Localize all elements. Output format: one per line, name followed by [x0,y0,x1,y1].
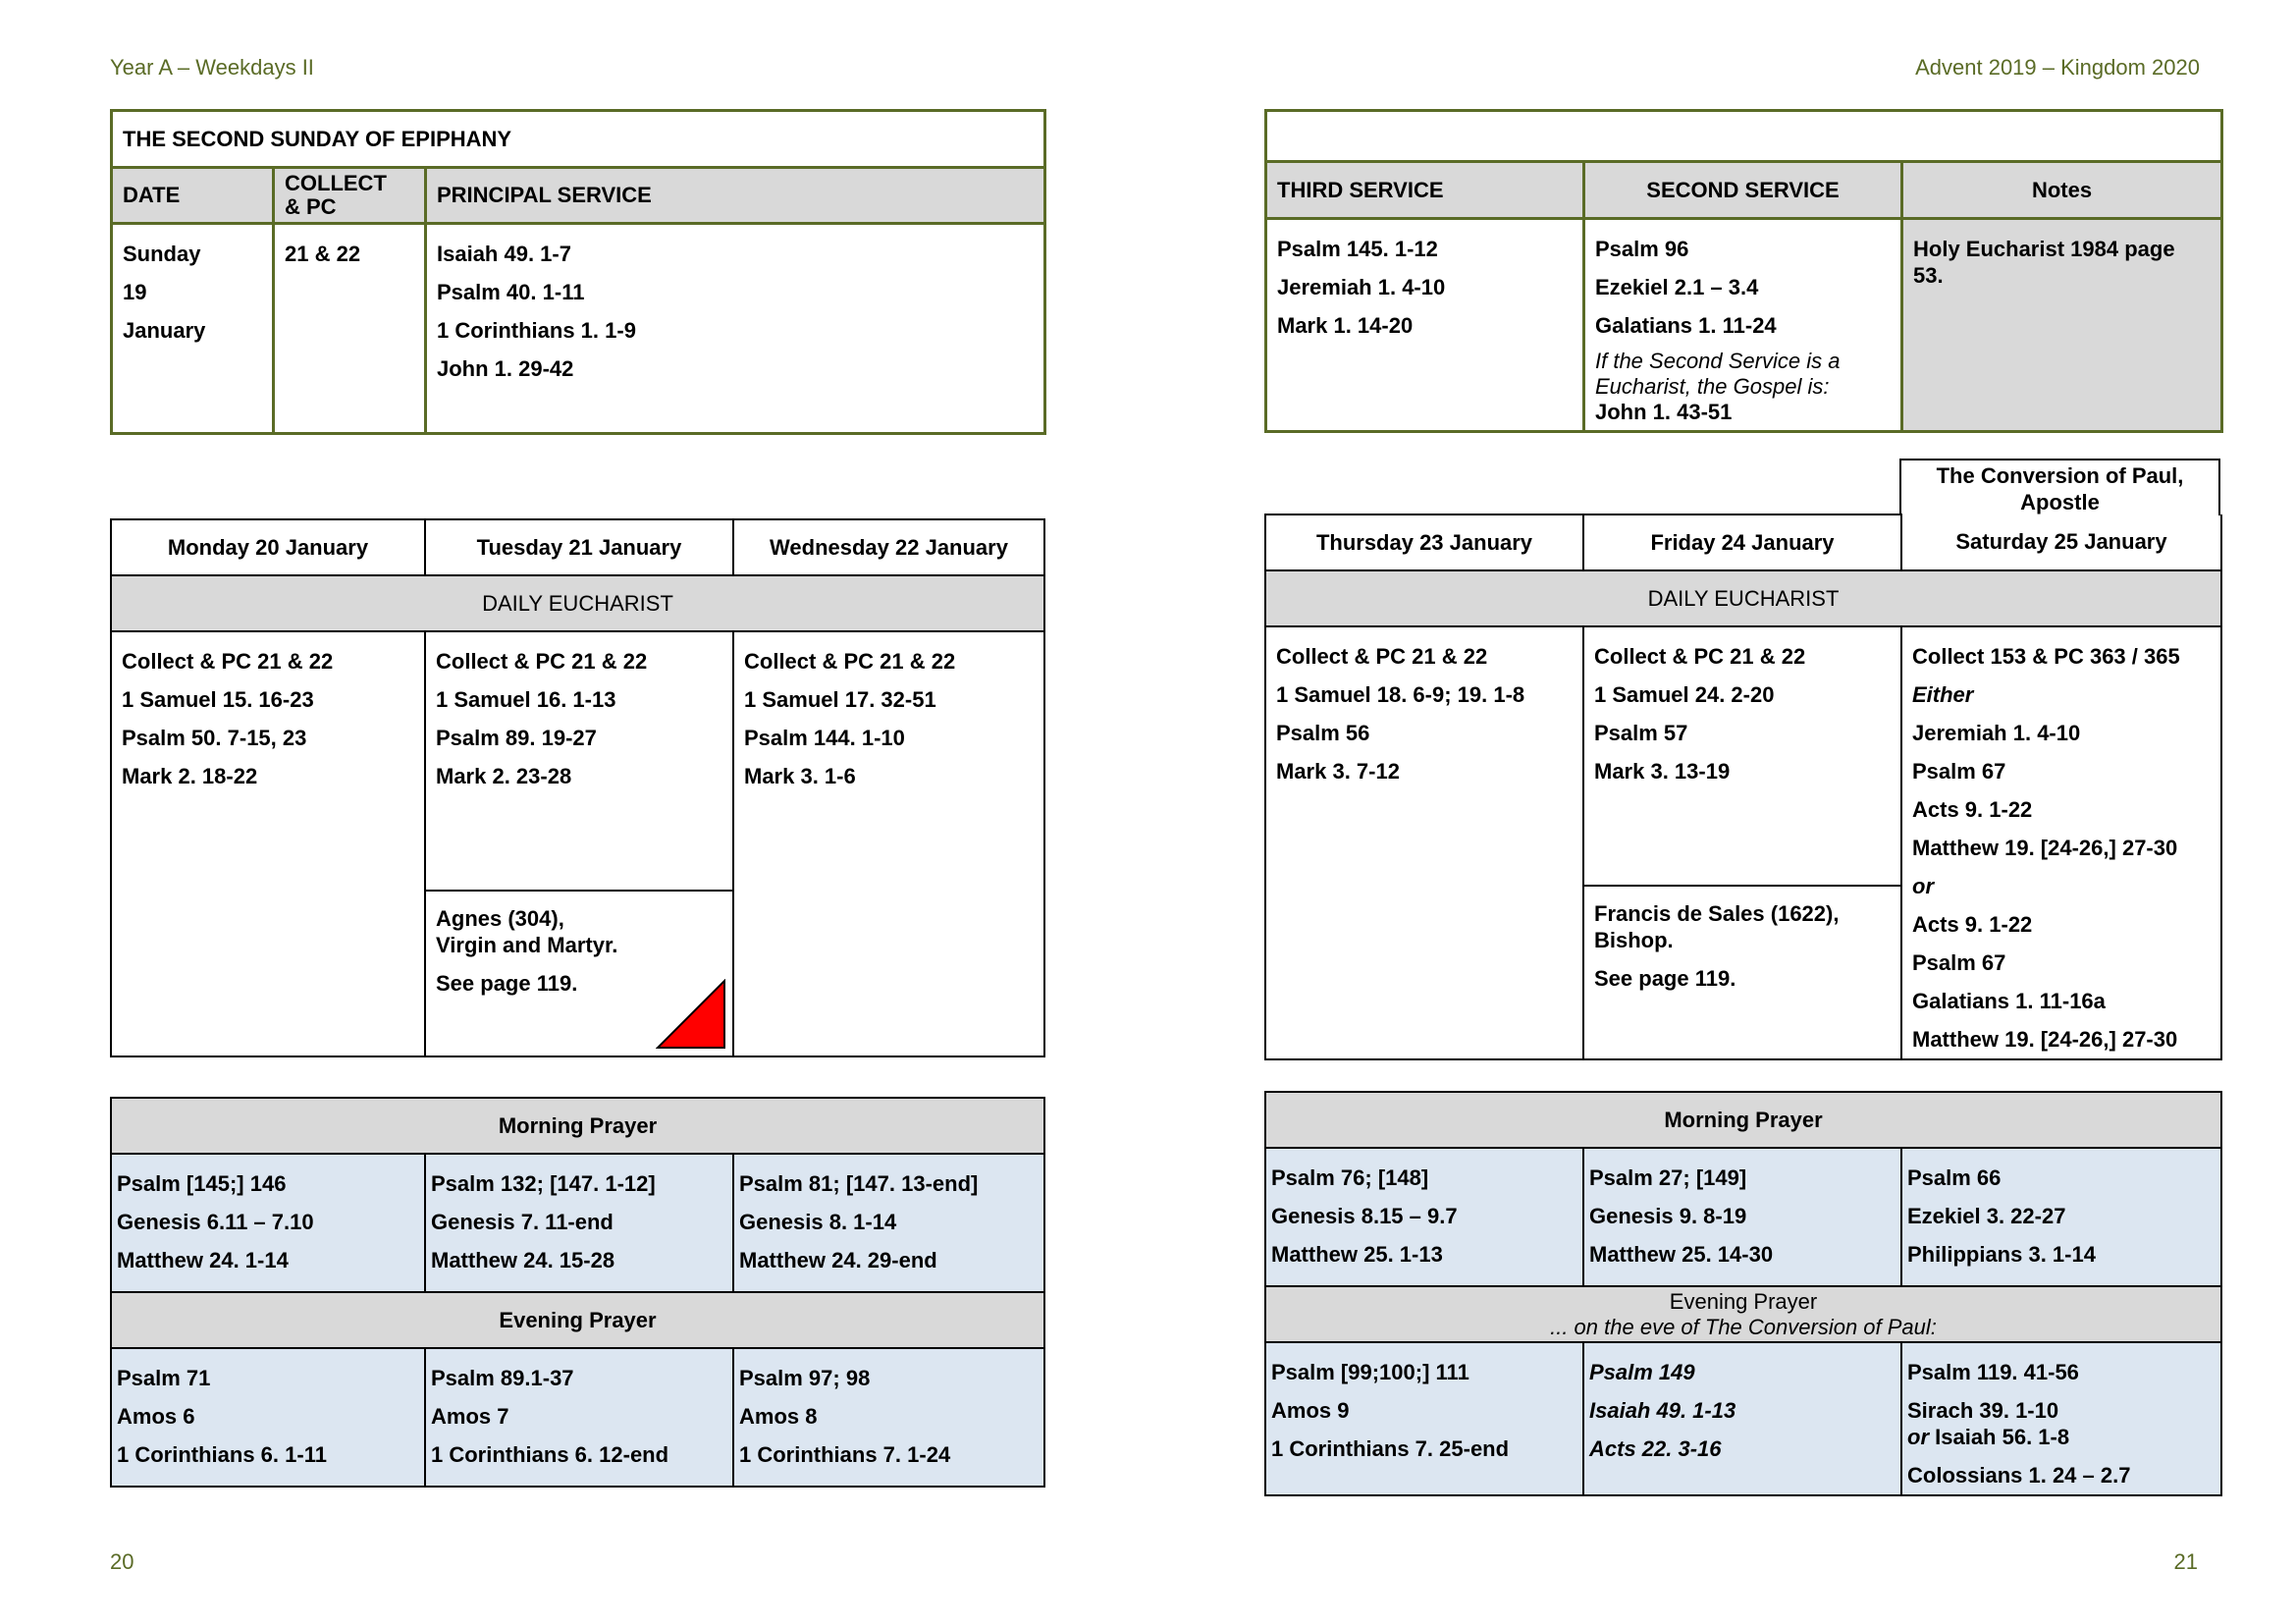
reading: Acts 22. 3-16 [1589,1436,1722,1461]
reading: 1 Samuel 24. 2-20 [1594,682,1775,707]
or-label: or [1912,874,1934,898]
reading: Amos 6 [117,1404,195,1429]
reading: Psalm 145. 1-12 [1277,237,1438,261]
col-principal: PRINCIPAL SERVICE [426,168,1045,224]
daily-eucharist-label: DAILY EUCHARIST [111,575,1044,631]
either-label: Either [1912,682,1974,707]
evening-prayer-label: Evening Prayer [1669,1288,1818,1314]
festival-name: The Conversion of Paul, [1936,463,2184,488]
reading: Matthew 24. 29-end [739,1248,937,1272]
office-cell [1583,1148,1901,1286]
eucharist-cell [425,631,733,1056]
reading: Mark 3. 7-12 [1276,759,1400,784]
reading: Collect & PC 21 & 22 [1594,644,1806,669]
running-header-left: Year A – Weekdays II [110,55,314,80]
reading: Psalm 71 [117,1366,211,1390]
col-second: SECOND SERVICE [1584,162,1902,219]
office-cell [425,1154,733,1292]
page-number-right: 21 [2173,1549,2198,1574]
reading: Acts 9. 1-22 [1912,912,2033,937]
reading: Genesis 6.11 – 7.10 [117,1210,314,1234]
evening-prayer-header [1265,1286,2221,1342]
day-header: Tuesday 21 January [425,519,733,575]
festival-header [1899,459,2220,515]
reading: Psalm [99;100;] 111 [1271,1360,1469,1384]
sunday-blank-title [1266,111,2222,162]
eucharist-cell [733,631,1044,1056]
see-page-ref: See page 119. [1594,966,1736,991]
reading: 1 Corinthians 1. 1-9 [437,318,636,343]
eucharist-cell [1901,626,2221,1059]
morning-prayer-label: Morning Prayer [111,1098,1044,1154]
reading: Psalm 66 [1907,1165,2002,1190]
reading: Psalm 119. 41-56 [1907,1360,2079,1384]
office-cell [1901,1342,2221,1495]
reading: Psalm 89. 19-27 [436,726,597,750]
date-line: 19 [123,280,147,304]
reading: Jeremiah 1. 4-10 [1277,275,1446,299]
office-cell [111,1154,425,1292]
second-service-note: If the Second Service is a Eucharist, the Gospel is: [1595,349,1841,399]
reading: Ezekiel 3. 22-27 [1907,1204,2066,1228]
weekday-eucharist-left [110,518,1045,1057]
daily-eucharist-label: DAILY EUCHARIST [1265,570,2221,626]
reading: Psalm 97; 98 [739,1366,871,1390]
reading: Collect & PC 21 & 22 [436,649,648,674]
reading: Psalm 27; [149] [1589,1165,1747,1190]
reading: Psalm 89.1-37 [431,1366,574,1390]
reading: Psalm 149 [1589,1360,1695,1384]
reading: Mark 1. 14-20 [1277,313,1414,338]
running-header-right: Advent 2019 – Kingdom 2020 [1915,55,2200,80]
reading: Matthew 25. 14-30 [1589,1242,1774,1267]
evening-prayer-label: Evening Prayer [111,1292,1044,1348]
reading: Matthew 24. 15-28 [431,1248,615,1272]
evening-prayer-sublabel: ... on the eve of The Conversion of Paul: [1550,1314,1937,1339]
reading: Amos 7 [431,1404,509,1429]
page-number-left: 20 [110,1549,134,1574]
reading: Matthew 19. [24-26,] 27-30 [1912,1027,2178,1052]
reading: Collect & PC 21 & 22 [1276,644,1488,669]
reading: Matthew 24. 1-14 [117,1248,289,1272]
reading: Isaiah 49. 1-7 [437,242,571,266]
col-third: THIRD SERVICE [1266,162,1584,219]
reading: Amos 9 [1271,1398,1350,1423]
reading: Psalm 67 [1912,950,2006,975]
reading: Isaiah 56. 1-8 [1935,1425,2070,1449]
festival-title: Apostle [2020,490,2100,514]
reading: Psalm 81; [147. 13-end] [739,1171,979,1196]
col-collect [274,168,426,224]
morning-prayer-label: Morning Prayer [1265,1092,2221,1148]
col-notes: Notes [1902,162,2222,219]
day-header: Wednesday 22 January [733,519,1044,575]
office-cell [425,1348,733,1487]
office-cell [733,1348,1044,1487]
weekday-eucharist-right [1264,514,2222,1060]
reading: 1 Corinthians 7. 25-end [1271,1436,1510,1461]
reading: 1 Samuel 15. 16-23 [122,687,314,712]
reading: Ezekiel 2.1 – 3.4 [1595,275,1759,299]
commemoration-name: Francis de Sales (1622), [1594,901,1840,926]
commemoration-title: Virgin and Martyr. [436,933,618,957]
sunday-date-cell [112,224,274,434]
reading: 1 Corinthians 7. 1-24 [739,1442,951,1467]
eucharist-cell [111,631,425,1056]
reading: Psalm 132; [147. 1-12] [431,1171,656,1196]
reading: Galatians 1. 11-24 [1595,313,1777,338]
reading: Psalm 144. 1-10 [744,726,905,750]
reading: John 1. 29-42 [437,356,574,381]
reading: Galatians 1. 11-16a [1912,989,2106,1013]
reading: Genesis 8. 1-14 [739,1210,897,1234]
notes-cell [1902,219,2222,432]
eucharist-cell [1265,626,1583,1059]
commemoration-name: Agnes (304), [436,906,564,931]
date-line: Sunday [123,242,201,266]
day-header: Friday 24 January [1583,514,1901,570]
reading: Psalm 57 [1594,721,1688,745]
reading: Matthew 19. [24-26,] 27-30 [1912,836,2178,860]
office-cell [1265,1342,1583,1495]
eucharist-cell [1583,626,1901,1059]
reading: Psalm 50. 7-15, 23 [122,726,307,750]
col-collect-line2: & PC [285,194,337,219]
reading: Acts 9. 1-22 [1912,797,2033,822]
second-service-cell [1584,219,1902,432]
reading: Psalm 96 [1595,237,1689,261]
office-cell [1265,1148,1583,1286]
col-date: DATE [112,168,274,224]
reading: John 1. 43-51 [1595,400,1733,424]
col-collect-line1: COLLECT [285,171,387,195]
reading: Mark 3. 13-19 [1594,759,1731,784]
reading: 1 Corinthians 6. 12-end [431,1442,669,1467]
reading: Colossians 1. 24 – 2.7 [1907,1463,2131,1488]
reading: Matthew 25. 1-13 [1271,1242,1443,1267]
commemoration-box [426,890,732,1056]
office-cell [1583,1342,1901,1495]
sunday-collect-cell [274,224,426,434]
office-table-left [110,1097,1045,1488]
sunday-title: THE SECOND SUNDAY OF EPIPHANY [112,111,1045,168]
reading: Mark 2. 23-28 [436,764,572,788]
reading: Psalm [145;] 146 [117,1171,287,1196]
reading: Mark 2. 18-22 [122,764,258,788]
reading: Mark 3. 1-6 [744,764,856,788]
sunday-table-right [1264,109,2223,433]
see-page-ref: See page 119. [436,971,578,996]
reading: Sirach 39. 1-10 [1907,1398,2059,1423]
reading: Collect 153 & PC 363 / 365 [1912,644,2180,669]
red-triangle-icon [656,979,726,1050]
commemoration-title: Bishop. [1594,928,1674,952]
reading: 1 Samuel 16. 1-13 [436,687,616,712]
collect-number: 21 & 22 [285,242,361,266]
day-header: Saturday 25 January [1901,514,2221,570]
reading: Psalm 76; [148] [1271,1165,1429,1190]
reading: 1 Samuel 18. 6-9; 19. 1-8 [1276,682,1525,707]
or-label: or [1907,1425,1929,1449]
office-cell [111,1348,425,1487]
alt-reading [1907,1424,2211,1456]
sunday-table-left [110,109,1046,435]
reading: Psalm 40. 1-11 [437,280,585,304]
reading: 1 Samuel 17. 32-51 [744,687,936,712]
reading: Isaiah 49. 1-13 [1589,1398,1736,1423]
date-line: January [123,318,206,343]
day-header: Monday 20 January [111,519,425,575]
notes-text: Holy Eucharist 1984 page 53. [1913,237,2175,288]
reading: Psalm 67 [1912,759,2006,784]
day-header: Thursday 23 January [1265,514,1583,570]
reading: Collect & PC 21 & 22 [122,649,334,674]
sunday-principal-cell [426,224,1045,434]
commemoration-box [1584,885,1900,1058]
reading: Collect & PC 21 & 22 [744,649,956,674]
office-cell [1901,1148,2221,1286]
reading: Genesis 9. 8-19 [1589,1204,1747,1228]
office-cell [733,1154,1044,1292]
reading: 1 Corinthians 6. 1-11 [117,1442,327,1467]
reading: Amos 8 [739,1404,818,1429]
reading: Philippians 3. 1-14 [1907,1242,2096,1267]
reading: Genesis 8.15 – 9.7 [1271,1204,1458,1228]
office-table-right [1264,1091,2222,1496]
reading: Jeremiah 1. 4-10 [1912,721,2081,745]
reading: Genesis 7. 11-end [431,1210,614,1234]
reading: Psalm 56 [1276,721,1370,745]
third-service-cell [1266,219,1584,432]
